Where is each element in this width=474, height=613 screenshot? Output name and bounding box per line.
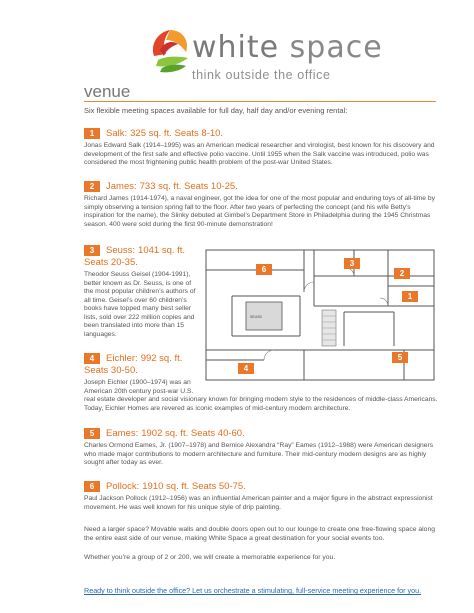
room-tag-2: 2 (394, 268, 410, 279)
section-salk (84, 127, 440, 168)
section-title: Eames: 1902 sq. ft. Seats 40-60. (106, 427, 245, 439)
section-seuss (84, 244, 202, 339)
section-body-narrow: Joseph Eichler (1900–1974) was an American 20th century post-war U.S. (84, 379, 194, 395)
brand-name: white space (192, 30, 383, 65)
section-number-badge: 2 (84, 181, 100, 192)
section-james (84, 180, 440, 229)
section-number-badge: 3 (84, 245, 100, 256)
section-body: Richard James (1914-1974), a naval engineer, got the idea for one of the most popular and enduring toys of all-time by simply observing a tension spring fall to the floor. After two years of perfecting the concept (and his wife Betty’s inspiration for the name), the Slinky debuted at Gimbel’s Department Store in Philadelphia during the 1945 Christmas season. 400 were sold during the first 90-minute demonstration! (84, 195, 435, 228)
section-title-seats: Seats 20-35. (84, 257, 138, 268)
logo (148, 26, 383, 82)
section-title: Eichler: 992 sq. ft. (106, 352, 183, 364)
room-tag-4: 4 (238, 363, 254, 374)
section-pollock (84, 480, 440, 512)
logo-mark-icon (148, 26, 192, 74)
section-title: Pollock: 1910 sq. ft. Seats 50-75. (106, 480, 246, 492)
section-body: Paul Jackson Pollock (1912–1956) was an influential American painter and a major figure in the abstract expressionist movement. He was well known for his unique style of drip painting. (84, 495, 433, 511)
section-title: Seuss: 1041 sq. ft. (106, 244, 186, 256)
closing-paragraph: Need a larger space? Movable walls and double doors open out to our lounge to create one free-flowing space along the entire east side of our venue, making White Space a great destination for your social events too. (84, 526, 436, 542)
section-title: James: 733 sq. ft. Seats 10-25. (106, 180, 238, 192)
section-body: Jonas Edward Salk (1914–1995) was an American medical researcher and virologist, best known for his discovery and development of the first safe and effective polio vaccine. Until 1955 when the Salk vaccine was introduced, polio was considered the most frightening public health problem of the post-war United States. (84, 142, 435, 166)
section-body-wide: real estate developer and social visionary known for bringing modern style to the residences of middle-class Americans. Today, Eichler Homes are revered as iconic examples of mid-century modern architecture. (84, 396, 438, 412)
divider (84, 101, 436, 102)
section-title: Salk: 325 sq. ft. Seats 8-10. (106, 127, 224, 139)
floor-plan (204, 246, 438, 384)
section-title-seats: Seats 30-50. (84, 365, 138, 376)
section-body: Theodor Seuss Geisel (1904-1991), better known as Dr. Seuss, is one of the most popular children’s authors of all time. Geisel’s over 60 children’s books have topped many best seller lists, sold over 222 million copies and been translated into more than 15 languages. (84, 271, 196, 338)
section-number-badge: 1 (84, 128, 100, 139)
section-eames (84, 427, 440, 468)
cta-link[interactable]: Ready to think outside the office? Let us orchestrate a stimulating, full-service meeting experience for you. (84, 586, 422, 595)
closing-tagline: Whether you’re a group of 2 or 200, we will create a memorable experience for you. (84, 554, 336, 561)
brand-tagline: think outside the office (192, 68, 331, 82)
room-tag-5: 5 (392, 352, 408, 363)
room-tag-3: 3 (344, 258, 360, 269)
room-label: SEUSS (250, 315, 262, 319)
page-title: venue (84, 82, 131, 101)
section-number-badge: 4 (84, 353, 100, 364)
room-tag-1: 1 (402, 291, 418, 302)
intro-text: Six flexible meeting spaces available for full day, half day and/or evening rental: (84, 106, 348, 115)
section-number-badge: 5 (84, 428, 100, 439)
section-body: Charles Ormond Eames, Jr. (1907–1978) and Bernice Alexandra “Ray” Eames (1912–1988) were American designers who made major contributions to modern architecture and furniture. Their mid-century modern designs are as highly sought after today as ever. (84, 442, 434, 466)
room-tag-6: 6 (256, 264, 272, 275)
section-number-badge: 6 (84, 481, 100, 492)
